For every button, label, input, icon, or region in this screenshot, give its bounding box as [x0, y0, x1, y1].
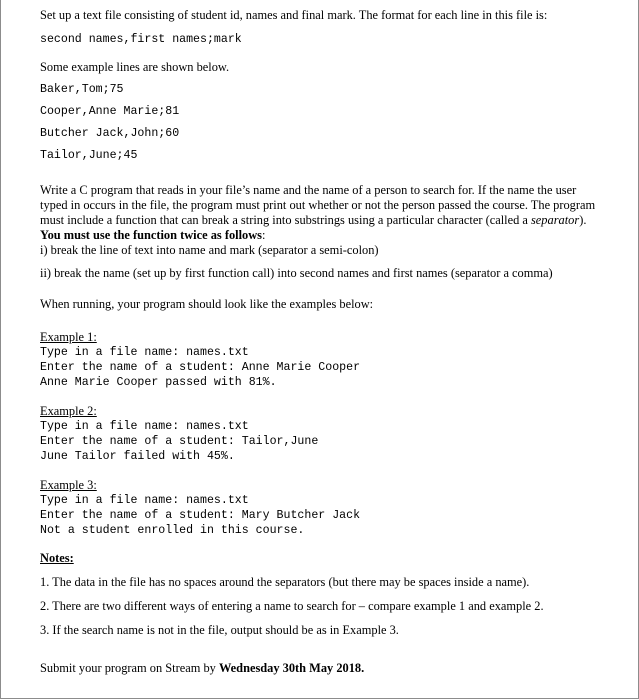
example-output-line: Type in a file name: names.txt	[40, 494, 249, 507]
example-label: Example 1:	[40, 330, 97, 344]
example-output-line: Enter the name of a student: Tailor,June	[40, 435, 319, 448]
running-intro: When running, your program should look like the examples below:	[40, 297, 374, 311]
note-item: 1. The data in the file has no spaces around the separators (but there may be spaces inside a name).	[40, 575, 530, 589]
example-line: Baker,Tom;75	[40, 83, 124, 96]
examples-intro: Some example lines are shown below.	[40, 60, 230, 74]
task-text: :	[262, 228, 266, 242]
notes-heading: Notes:	[40, 551, 74, 565]
format-line: second names,first names;mark	[40, 33, 242, 46]
example-output-line: Anne Marie Cooper passed with 81%.	[40, 376, 277, 389]
intro-text: Set up a text file consisting of student id, names and final mark. The format for each line in this file is:	[40, 8, 548, 22]
submit-deadline: Wednesday 30th May 2018.	[218, 661, 365, 675]
example-label: Example 3:	[40, 478, 97, 492]
task-item-2: ii) break the name (set up by first function call) into second names and first names (separator a comma)	[40, 266, 553, 280]
example-label: Example 2:	[40, 404, 97, 418]
task-text: ).	[579, 213, 587, 227]
example-output-line: June Tailor failed with 45%.	[40, 450, 235, 463]
example-line: Cooper,Anne Marie;81	[40, 105, 180, 118]
separator-term: separator	[530, 213, 580, 227]
note-item: 3. If the search name is not in the file, output should be as in Example 3.	[40, 623, 399, 637]
task-text: Write a C program that reads in your file’s name and the name of a person to search for. If the name the user typed in occurs in the file, the program must print out whether or not the person passed the course. The program must include a function that can break a string into substrings using a particular character (called a	[40, 183, 596, 227]
submit-line	[40, 661, 364, 676]
task-description	[40, 183, 600, 243]
example-output-line: Type in a file name: names.txt	[40, 420, 249, 433]
task-emphasis: You must use the function twice as follows	[40, 228, 263, 242]
note-item: 2. There are two different ways of entering a name to search for – compare example 1 and example 2.	[40, 599, 544, 613]
example-line: Butcher Jack,John;60	[40, 127, 180, 140]
example-output-line: Type in a file name: names.txt	[40, 346, 249, 359]
example-output-line: Enter the name of a student: Mary Butcher Jack	[40, 509, 361, 522]
task-item-1: i) break the line of text into name and mark (separator a semi-colon)	[40, 243, 379, 257]
example-output-line: Enter the name of a student: Anne Marie Cooper	[40, 361, 361, 374]
example-line: Tailor,June;45	[40, 149, 138, 162]
example-output-line: Not a student enrolled in this course.	[40, 524, 305, 537]
submit-text: Submit your program on Stream by	[40, 661, 219, 675]
